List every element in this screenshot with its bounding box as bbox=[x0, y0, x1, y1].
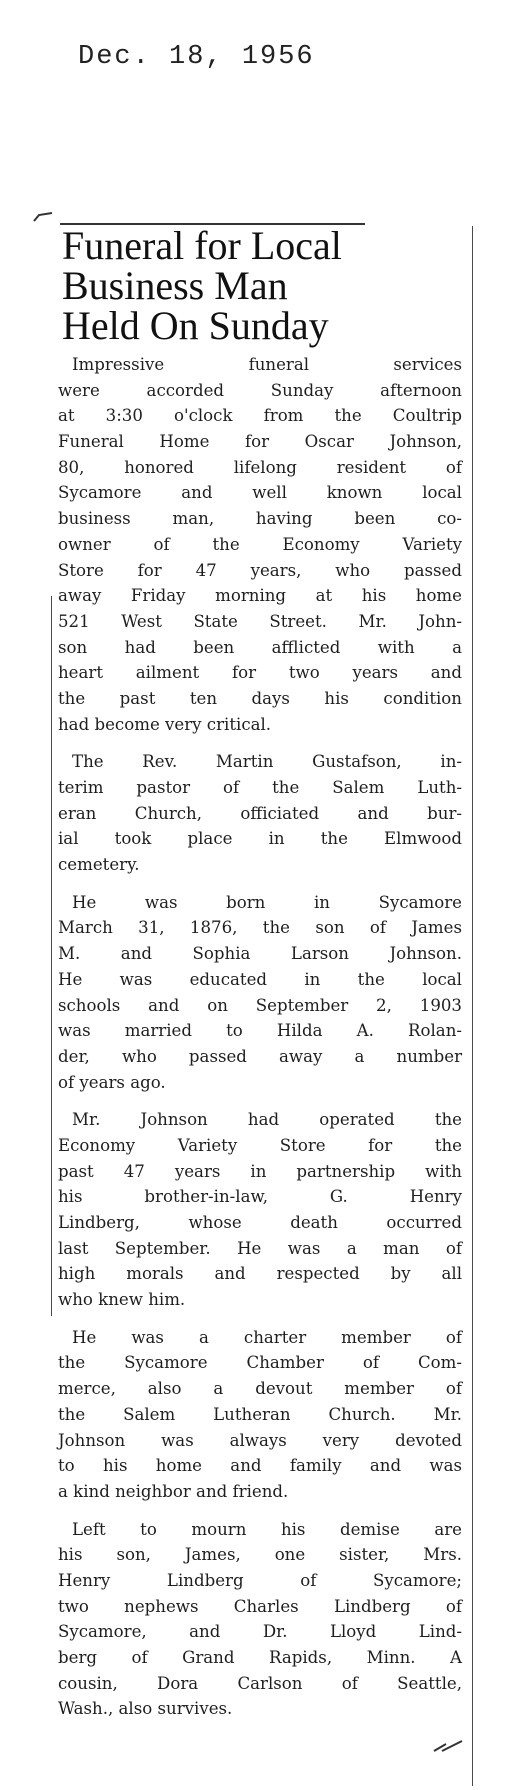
left-column-rule bbox=[51, 596, 52, 1316]
article-line: Left to mourn his demise are bbox=[72, 1519, 462, 1539]
end-mark bbox=[432, 1739, 464, 1753]
article-line: business man, having been co- bbox=[58, 509, 462, 529]
headline bbox=[62, 223, 462, 348]
article-line: to his home and family and was bbox=[58, 1456, 462, 1476]
article-line: Lindberg, whose death occurred bbox=[58, 1213, 462, 1232]
headline-line: Business Man bbox=[62, 263, 288, 308]
article-line: Sycamore and well known local bbox=[58, 483, 462, 503]
headline-line: Funeral for Local bbox=[62, 223, 342, 268]
article-line: two nephews Charles Lindberg of bbox=[58, 1596, 462, 1616]
article-line: 521 West State Street. Mr. John- bbox=[58, 611, 462, 631]
article-line: son had been afflicted with a bbox=[58, 637, 462, 657]
corner-mark bbox=[33, 212, 53, 222]
article-line: Funeral Home for Oscar Johnson, bbox=[58, 432, 462, 452]
article-paragraph bbox=[58, 890, 462, 1096]
article-line: Wash., also survives. bbox=[58, 1699, 233, 1719]
article-line: heart ailment for two years and bbox=[58, 663, 462, 683]
article-line: Henry Lindberg of Sycamore; bbox=[58, 1570, 462, 1590]
article-line: high morals and respected by all bbox=[58, 1264, 462, 1284]
article-line: cousin, Dora Carlson of Seattle, bbox=[58, 1673, 462, 1693]
article-line: at 3:30 o'clock from the Coultrip bbox=[58, 406, 462, 426]
article-line: the Sycamore Chamber of Com- bbox=[58, 1353, 462, 1373]
article-line: away Friday morning at his home bbox=[58, 586, 462, 606]
article-line: M. and Sophia Larson Johnson. bbox=[58, 944, 462, 964]
article-line: Economy Variety Store for the bbox=[58, 1135, 462, 1155]
article-line: his son, James, one sister, Mrs. bbox=[58, 1545, 462, 1565]
article-line: der, who passed away a number bbox=[58, 1046, 462, 1066]
article-line: He was born in Sycamore bbox=[72, 892, 462, 912]
article-paragraph bbox=[58, 1325, 462, 1505]
article-line: ial took place in the Elmwood bbox=[58, 829, 462, 849]
article-body bbox=[58, 352, 462, 1734]
article-line: of years ago. bbox=[58, 1072, 166, 1092]
article-paragraph bbox=[58, 352, 462, 737]
article-line: schools and on September 2, 1903 bbox=[58, 995, 462, 1015]
article-line: He was educated in the local bbox=[58, 969, 462, 989]
article-line: 80, honored lifelong resident of bbox=[58, 457, 462, 477]
article-line: terim pastor of the Salem Luth- bbox=[58, 778, 462, 797]
article-line: his brother-in-law, G. Henry bbox=[58, 1187, 462, 1207]
article-line: were accorded Sunday afternoon bbox=[58, 380, 462, 400]
article-line: Impressive funeral services bbox=[72, 355, 462, 374]
article-line: The Rev. Martin Gustafson, in- bbox=[72, 752, 462, 772]
article-line: March 31, 1876, the son of James bbox=[58, 918, 462, 938]
article-line: cemetery. bbox=[58, 855, 140, 875]
article-line: the Salem Lutheran Church. Mr. bbox=[58, 1404, 462, 1424]
article-paragraph bbox=[58, 1517, 462, 1723]
article-line: merce, also a devout member of bbox=[58, 1379, 462, 1399]
article-line: a kind neighbor and friend. bbox=[58, 1481, 289, 1501]
article-line: Mr. Johnson had operated the bbox=[72, 1110, 462, 1130]
article-line: berg of Grand Rapids, Minn. A bbox=[58, 1648, 462, 1667]
headline-line: Held On Sunday bbox=[62, 303, 329, 348]
article-line: was married to Hilda A. Rolan- bbox=[58, 1021, 462, 1041]
article-line: Store for 47 years, who passed bbox=[58, 560, 462, 580]
article-line: Johnson was always very devoted bbox=[58, 1430, 462, 1450]
article-line: eran Church, officiated and bur- bbox=[58, 803, 462, 823]
article-line: past 47 years in partnership with bbox=[58, 1161, 462, 1181]
article-line: He was a charter member of bbox=[72, 1327, 462, 1347]
article-line: who knew him. bbox=[58, 1290, 186, 1310]
article-line: had become very critical. bbox=[58, 714, 272, 734]
article-line: last September. He was a man of bbox=[58, 1238, 462, 1258]
right-column-rule bbox=[472, 226, 473, 1786]
article-paragraph bbox=[58, 749, 462, 877]
article-paragraph bbox=[58, 1107, 462, 1313]
clipping-date: Dec. 18, 1956 bbox=[78, 42, 315, 72]
article-line: Sycamore, and Dr. Lloyd Lind- bbox=[58, 1622, 462, 1642]
article-line: owner of the Economy Variety bbox=[58, 534, 462, 554]
article-line: the past ten days his condition bbox=[58, 688, 462, 708]
